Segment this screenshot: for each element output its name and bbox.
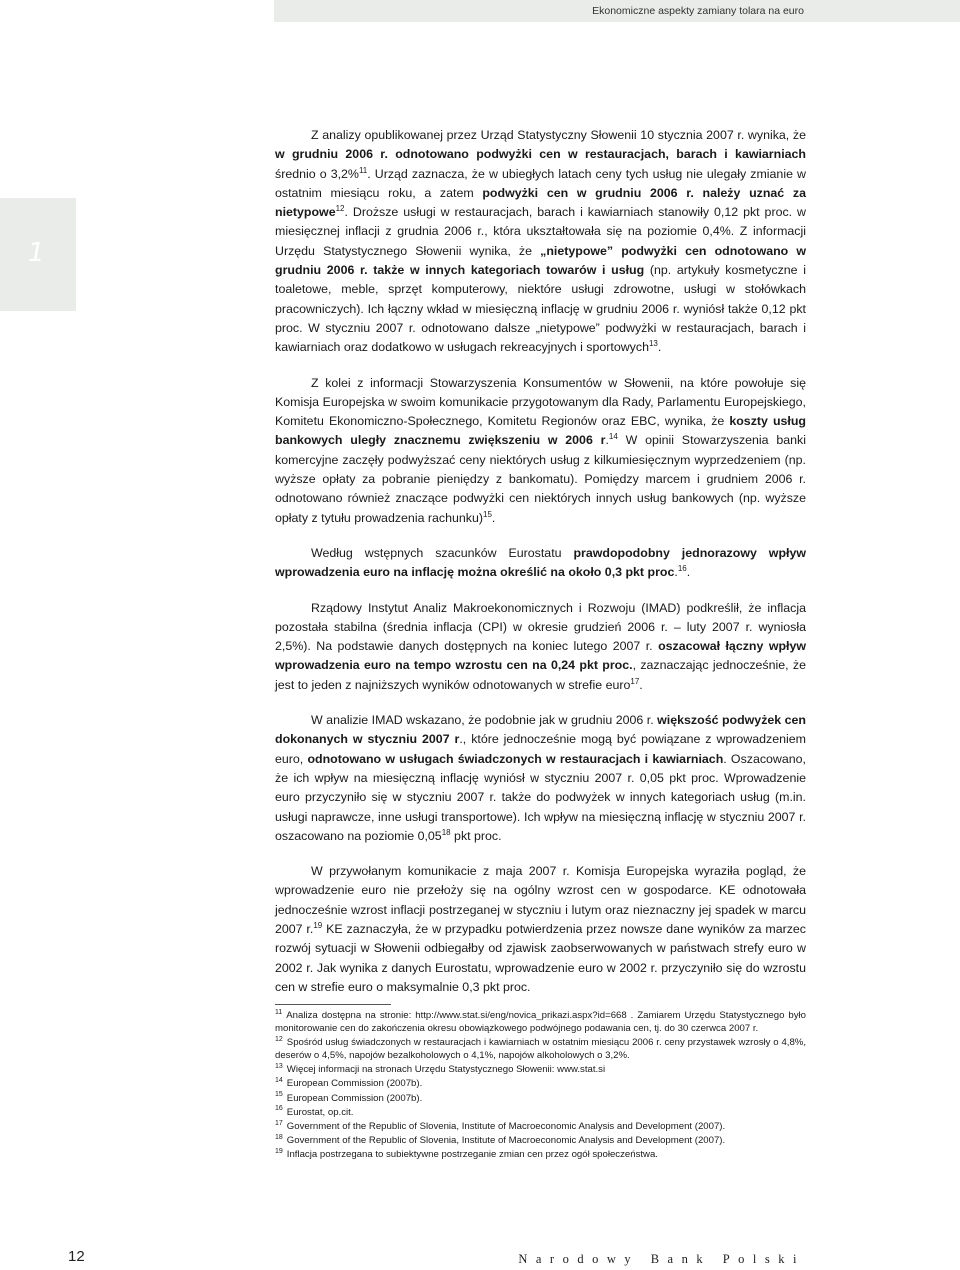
text-run: W analizie IMAD wskazano, że podobnie jak w grudniu 2006 r. xyxy=(311,713,658,728)
emphasis-text: podwyżki cen w grudniu 2006 r. należy uznać za nietypowe xyxy=(275,185,806,220)
text-run: Z kolei z informacji Stowarzyszenia Konsumentów w Słowenii, na które powołuje się Komisja Europejska w swoim komunikacie przygotowanym dla Rady, Parlamentu Europejskiego, Komitetu Ekonomiczno-Społecznego, Komitetu Regionów oraz EBC, wynika, że xyxy=(275,375,806,429)
text-run: ., które jednocześnie mogą być powiązane z wprowadzeniem euro, xyxy=(275,732,806,766)
text-run: , zaznaczając jednocześnie, że jest to jeden z najniższych wyników odnotowanych w strefie euro xyxy=(275,658,806,692)
footnote-number: 19 xyxy=(275,1147,283,1155)
footnote xyxy=(275,1148,806,1161)
footnote-text: Analiza dostępna na stronie: http://www.stat.si/eng/novica_prikazi.aspx?id=668 . Zamiarem Urzędu Statystycznego było monitorowanie cen do zakończenia okresu obowiązkowego podwójnego podawania cen, tj. do 30 czerwca 2007 r. xyxy=(275,1010,806,1035)
footnote-text: Government of the Republic of Slovenia, Institute of Macroeconomic Analysis and Development (2007). xyxy=(286,1134,726,1146)
paragraph xyxy=(275,599,806,695)
text-run: . Oszacowano, że ich wpływ na miesięczną inflację wyniósł w styczniu 2007 r. 0,05 pkt proc. Wprowadzenie euro przyczyniło się w styczniu 2007 r. także do podwyżek w innych kategoriach usług (m.in. usługi naprawcze, inne usługi transportowe). Ich wpływ na miesięczną inflację w styczniu 2007 r. oszacowano na poziomie 0,05 xyxy=(275,751,806,843)
chapter-number: 1 xyxy=(28,238,45,268)
emphasis-text: koszty usług bankowych uległy znacznemu zwiększeniu w 2006 r xyxy=(275,414,806,448)
text-run: . xyxy=(605,433,609,448)
footnote xyxy=(275,1063,806,1076)
footnote-number: 15 xyxy=(275,1091,283,1099)
footnote-ref: 19 xyxy=(313,920,323,930)
footnote xyxy=(275,1134,806,1147)
text-run: . xyxy=(491,510,496,525)
footnote-ref: 17 xyxy=(630,676,640,686)
emphasis-text: „nietypowe” podwyżki cen odnotowano w grudniu 2006 r. także w innych kategoriach towarów i usług xyxy=(275,243,806,278)
body-text xyxy=(275,126,806,1013)
footnote-ref: 12 xyxy=(335,204,345,214)
text-run: pkt proc. xyxy=(450,828,502,843)
footnote-text: Więcej informacji na stronach Urzędu Statystycznego Słowenii: www.stat.si xyxy=(286,1064,606,1076)
text-run: . Droższe usługi w restauracjach, barach i kawiarniach stanowiły 0,12 pkt proc. w miesięcznej inflacji z grudnia 2006 r., która ukształtowała się na poziomie 0,4%. Z informacji Urzędu Statystycznego Słowenii wynika, że xyxy=(275,205,806,258)
footnote-text: European Commission (2007b). xyxy=(286,1092,423,1104)
footnote-number: 14 xyxy=(275,1077,283,1085)
footnote-number: 16 xyxy=(275,1105,283,1113)
footnote xyxy=(275,1036,806,1062)
running-header xyxy=(274,0,960,22)
text-run: KE zaznaczyła, że w przypadku potwierdzenia przez nowsze dane wyników za marzec rozwój sytuacji w Słowenii odbiegałby od zjawisk zaobserwowanych w państwach strefy euro w 2002 r. Jak wynika z danych Eurostatu, wprowadzenie euro w 2002 r. przyczyniło się do wzrostu cen w strefie euro o maksymalnie 0,3 pkt proc. xyxy=(275,921,806,994)
chapter-tab xyxy=(0,198,76,311)
footnote-ref: 13 xyxy=(648,339,658,349)
paragraph xyxy=(275,711,806,846)
footnote xyxy=(275,1120,806,1133)
footnote-text: Government of the Republic of Slovenia, Institute of Macroeconomic Analysis and Development (2007). xyxy=(286,1120,726,1132)
footnote-ref: 16 xyxy=(677,564,687,574)
footnote-ref: 11 xyxy=(358,165,368,175)
footnote-text: Eurostat, op.cit. xyxy=(286,1106,354,1118)
footnote-number: 13 xyxy=(275,1063,283,1071)
paragraph xyxy=(275,374,806,528)
footnote xyxy=(275,1092,806,1105)
emphasis-text: oszacował łączny wpływ wprowadzenia euro na tempo wzrostu cen na 0,24 pkt proc. xyxy=(275,639,806,673)
running-header-title: Ekonomiczne aspekty zamiany tolara na euro xyxy=(592,5,804,17)
footnote xyxy=(275,1106,806,1119)
publisher-name: Narodowy Bank Polski xyxy=(518,1252,805,1266)
emphasis-text: większość podwyżek cen dokonanych w styczniu 2007 r xyxy=(275,713,806,747)
paragraph xyxy=(275,126,806,358)
text-run: średnio o 3,2% xyxy=(275,166,359,181)
text-run: . xyxy=(639,677,643,692)
text-run: Według wstępnych szacunków Eurostatu xyxy=(311,545,574,560)
text-run: W opinii Stowarzyszenia banki komercyjne zaczęły podwyższać ceny niektórych usług z kilkumiesięcznym wyprzedzeniem (np. wyższe opłaty za pobranie pieniędzy z bankomatu). Pomiędzy marcem i grudniem 2006 r. odnotowano również znaczące podwyżki cen niektórych innych usług bankowych (np. wyższe opłaty z tytułu prowadzenia rachunku) xyxy=(275,433,806,525)
footnote-number: 12 xyxy=(275,1036,283,1043)
footnote-ref: 18 xyxy=(441,827,451,837)
text-run: (np. artykuły kosmetyczne i toaletowe, meble, sprzęt komputerowy, niektóre usługi zdrowotne, usługi w stołówkach pracowniczych). Ich łączny wkład w miesięczną inflację w grudniu 2006 r. wyniósł także 0,12 pkt proc. W styczniu 2007 r. odnotowano dalsze „nietypowe” podwyżki w restauracjach, barach i kawiarniach oraz dodatkowo w usługach rekreacyjnych i sportowych xyxy=(275,263,806,355)
text-run: . xyxy=(674,565,678,580)
emphasis-text: w grudniu 2006 r. odnotowano podwyżki cen w restauracjach, barach i kawiarniach xyxy=(275,147,806,162)
emphasis-text: prawdopodobny jednorazowy wpływ wprowadzenia euro na inflację można określić na około 0,3 pkt proc xyxy=(275,545,806,580)
footnote-number: 18 xyxy=(275,1133,283,1141)
paragraph xyxy=(275,862,806,997)
footnote-ref: 14 xyxy=(608,432,618,442)
text-run: Z analizy opublikowanej przez Urząd Statystyczny Słowenii 10 stycznia 2007 r. wynika, że xyxy=(311,128,806,142)
page-number: 12 xyxy=(68,1248,85,1265)
footnote-text: European Commission (2007b). xyxy=(286,1078,423,1090)
footnote xyxy=(275,1077,806,1090)
text-run: . xyxy=(686,565,691,580)
footnote-text: Spośród usług świadczonych w restauracjach i kawiarniach w ostatnim miesiącu 2006 r. ceny przystawek wzrosły o 4,8%, deserów o 4,5%, napojów bezalkoholowych o 4,1%, napojów alkoholowych o 3,2%. xyxy=(275,1037,806,1062)
footnote-text: Inflacja postrzegana to subiektywne postrzeganie zmian cen przez ogół społeczeństwa. xyxy=(286,1148,658,1160)
footnote-number: 17 xyxy=(275,1119,283,1127)
text-run: Rządowy Instytut Analiz Makroekonomicznych i Rozwoju (IMAD) podkreślił, że inflacja pozostała stabilna (średnia inflacja (CPI) w okresie grudzień 2006 r. – luty 2007 r. wyniosła 2,5%). Na podstawie danych dostępnych na koniec lutego 2007 r. xyxy=(275,600,806,654)
footnote-number: 11 xyxy=(275,1008,283,1016)
text-run: . xyxy=(657,340,662,355)
footnote-ref: 15 xyxy=(483,509,492,519)
text-run: W przywołanym komunikacie z maja 2007 r. Komisja Europejska wyraziła pogląd, że wprowadzenie euro nie przełoży się na ogólny wzrost cen w gospodarce. KE odnotowała jednocześnie wzrost inflacji postrzeganej w styczniu i lutym oraz nieznaczny jej spadek w marcu 2007 r. xyxy=(275,864,806,936)
emphasis-text: odnotowano w usługach świadczonych w restauracjach i kawiarniach xyxy=(307,751,724,766)
text-run: . Urząd zaznacza, że w ubiegłych latach ceny tych usług nie ulegały zmianie w ostatnim miesiącu roku, a zatem xyxy=(275,166,806,200)
footnotes xyxy=(275,1009,806,1162)
footnote-divider xyxy=(275,1004,391,1005)
footnote xyxy=(275,1009,806,1035)
paragraph xyxy=(275,544,806,583)
